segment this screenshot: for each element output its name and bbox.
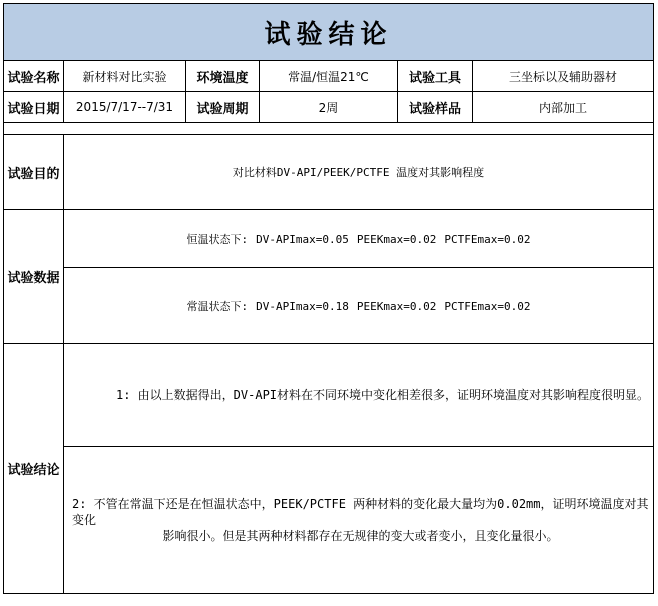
data-row-ambient (4, 268, 654, 344)
title-row (4, 4, 654, 61)
peek-value: PEEKmax=0.02 (356, 299, 437, 313)
test-tool-label: 试验工具 (398, 61, 473, 92)
spacer-row (4, 123, 654, 135)
conclusion-item-2 (64, 447, 654, 594)
env-temp-value: 常温/恒温21℃ (260, 61, 398, 92)
conclusion-row-1 (4, 344, 654, 447)
conclusion-table (3, 3, 654, 594)
test-period-value: 2周 (260, 92, 398, 123)
peek-value: PEEKmax=0.02 (356, 232, 437, 246)
test-date-label: 试验日期 (4, 92, 64, 123)
test-tool-value: 三坐标以及辅助器材 (473, 61, 654, 92)
purpose-label: 试验目的 (4, 135, 64, 210)
conclusion-item-2-line-2: 影响很小。但是其两种材料都存在无规律的变大或者变小，且变化量很小。 (162, 529, 559, 543)
data-prefix: 恒温状态下: (186, 232, 249, 246)
test-sample-label: 试验样品 (398, 92, 473, 123)
pctfe-value: PCTFEmax=0.02 (444, 232, 531, 246)
data-label: 试验数据 (4, 210, 64, 344)
info-row-1 (4, 61, 654, 92)
test-name-label: 试验名称 (4, 61, 64, 92)
test-period-label: 试验周期 (186, 92, 260, 123)
test-date-value: 2015/7/17--7/31 (64, 92, 186, 123)
report-sheet (3, 3, 653, 601)
dv-api-value: DV-APImax=0.05 (256, 232, 349, 246)
page-title: 试验结论 (4, 4, 654, 61)
spacer-cell (4, 123, 654, 135)
conclusion-label: 试验结论 (4, 344, 64, 594)
data-ambient-temp (64, 268, 654, 344)
conclusion-row-2 (4, 447, 654, 594)
env-temp-label: 环境温度 (186, 61, 260, 92)
pctfe-value: PCTFEmax=0.02 (444, 299, 531, 313)
conclusion-item-1: 1: 由以上数据得出，DV-API材料在不同环境中变化相差很多，证明环境温度对其影响程度很明显。 (64, 344, 654, 447)
dv-api-value: DV-APImax=0.18 (256, 299, 349, 313)
data-row-constant (4, 210, 654, 268)
test-sample-value: 内部加工 (473, 92, 654, 123)
data-constant-temp (64, 210, 654, 268)
conclusion-item-2-line-1: 2: 不管在常温下还是在恒温状态中，PEEK/PCTFE 两种材料的变化最大量均为0.02mm，证明环境温度对其变化 (72, 497, 649, 527)
data-prefix: 常温状态下: (186, 299, 249, 313)
purpose-text: 对比材料DV-API/PEEK/PCTFE 温度对其影响程度 (64, 135, 654, 210)
purpose-row (4, 135, 654, 210)
info-row-2 (4, 92, 654, 123)
test-name-value: 新材料对比实验 (64, 61, 186, 92)
